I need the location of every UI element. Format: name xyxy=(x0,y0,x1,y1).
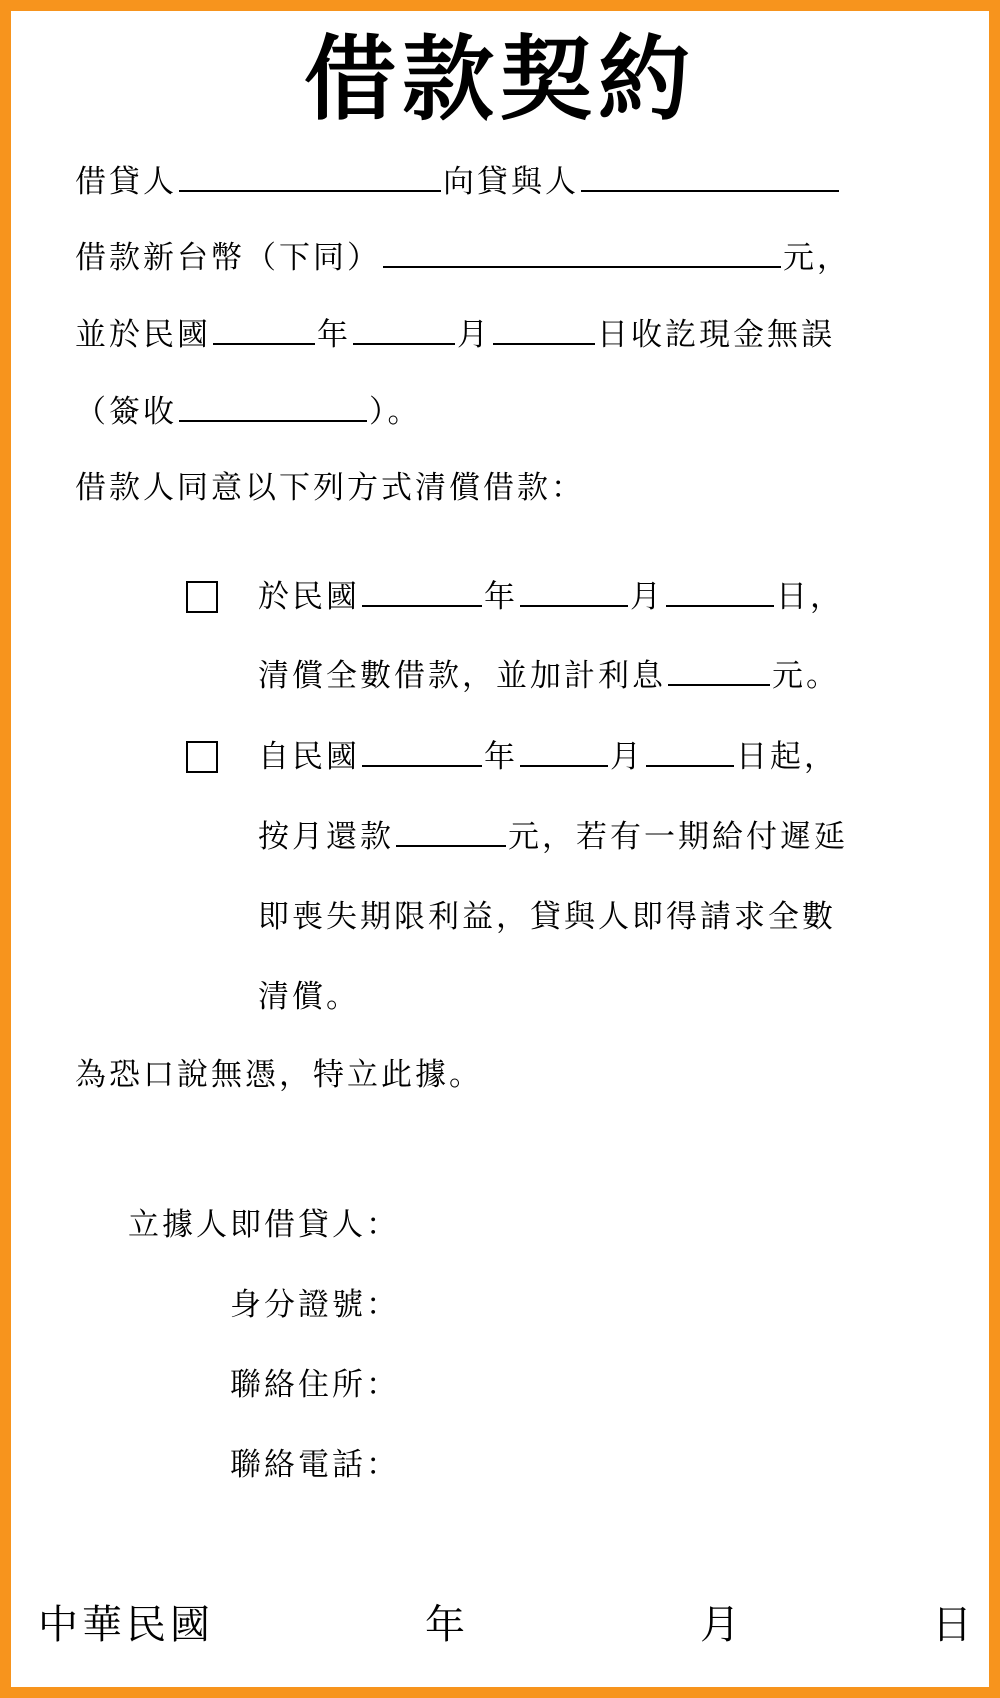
repayment-intro: 借款人同意以下列方式清償借款： xyxy=(75,470,585,506)
date-month: 月 xyxy=(700,1602,744,1648)
signer-label: 立據人即借貸人： xyxy=(128,1207,400,1243)
option2-day-blank[interactable] xyxy=(646,737,734,767)
sign-receipt-blank[interactable] xyxy=(179,392,367,422)
option2-acceleration-line: 即喪失期限利益，貸與人即得請求全數 xyxy=(258,899,836,935)
option1-date-prefix: 於民國 xyxy=(258,579,360,615)
date-day: 日 xyxy=(932,1602,976,1648)
option2-checkbox[interactable] xyxy=(186,741,218,773)
option2-installment-line xyxy=(258,815,848,859)
option1-interest-suffix: 元。 xyxy=(772,658,840,694)
option2-installment-blank[interactable] xyxy=(396,817,506,847)
amount-label: 借款新台幣（下同） xyxy=(75,240,381,276)
loan-amount-blank[interactable] xyxy=(383,238,781,268)
receipt-month-blank[interactable] xyxy=(353,315,455,345)
option1-month-blank[interactable] xyxy=(520,577,628,607)
option2-date-prefix: 自民國 xyxy=(258,739,360,775)
option1-day-blank[interactable] xyxy=(666,577,774,607)
phone-label: 聯絡電話： xyxy=(230,1447,400,1483)
borrower-lender-line xyxy=(75,160,841,204)
option1-interest-blank[interactable] xyxy=(668,656,770,686)
option2-month-blank[interactable] xyxy=(520,737,608,767)
month-label: 月 xyxy=(457,317,491,353)
sign-receipt-suffix: ）。 xyxy=(369,394,422,430)
date-year: 年 xyxy=(425,1602,469,1648)
option2-year-label: 年 xyxy=(484,739,518,775)
option2-installment-prefix: 按月還款 xyxy=(258,819,394,855)
option2-date-line xyxy=(258,735,838,779)
receipt-date-line xyxy=(75,313,835,357)
option2-month-label: 月 xyxy=(610,739,644,775)
borrower-name-blank[interactable] xyxy=(179,162,441,192)
id-number-label: 身分證號： xyxy=(230,1287,400,1323)
option2-installment-suffix: 元，若有一期給付遲延 xyxy=(508,819,848,855)
option2-repay-end: 清償。 xyxy=(258,979,360,1015)
option1-interest-line xyxy=(258,654,840,698)
option1-interest-prefix: 清償全數借款，並加計利息 xyxy=(258,658,666,694)
option1-checkbox[interactable] xyxy=(186,581,218,613)
option1-date-line xyxy=(258,575,844,619)
closing-statement: 為恐口說無憑，特立此據。 xyxy=(75,1057,483,1093)
lender-label: 向貸與人 xyxy=(443,164,579,200)
option1-year-blank[interactable] xyxy=(362,577,482,607)
option2-day-label: 日起， xyxy=(736,739,838,775)
year-label: 年 xyxy=(317,317,351,353)
contract-title: 借款契約 xyxy=(303,25,696,133)
receipt-day-blank[interactable] xyxy=(493,315,595,345)
lender-name-blank[interactable] xyxy=(581,162,839,192)
loan-amount-line xyxy=(75,236,851,280)
sign-receipt-line xyxy=(75,390,422,434)
date-era: 中華民國 xyxy=(38,1602,214,1648)
borrower-label: 借貸人 xyxy=(75,164,177,200)
receipt-year-blank[interactable] xyxy=(213,315,315,345)
option1-month-label: 月 xyxy=(630,579,664,615)
receipt-date-suffix: 日收訖現金無誤 xyxy=(597,317,835,353)
sign-receipt-prefix: （簽收 xyxy=(75,394,177,430)
option2-year-blank[interactable] xyxy=(362,737,482,767)
address-label: 聯絡住所： xyxy=(230,1367,400,1403)
receipt-date-prefix: 並於民國 xyxy=(75,317,211,353)
option1-year-label: 年 xyxy=(484,579,518,615)
option1-day-label: 日， xyxy=(776,579,844,615)
amount-unit: 元， xyxy=(783,240,851,276)
